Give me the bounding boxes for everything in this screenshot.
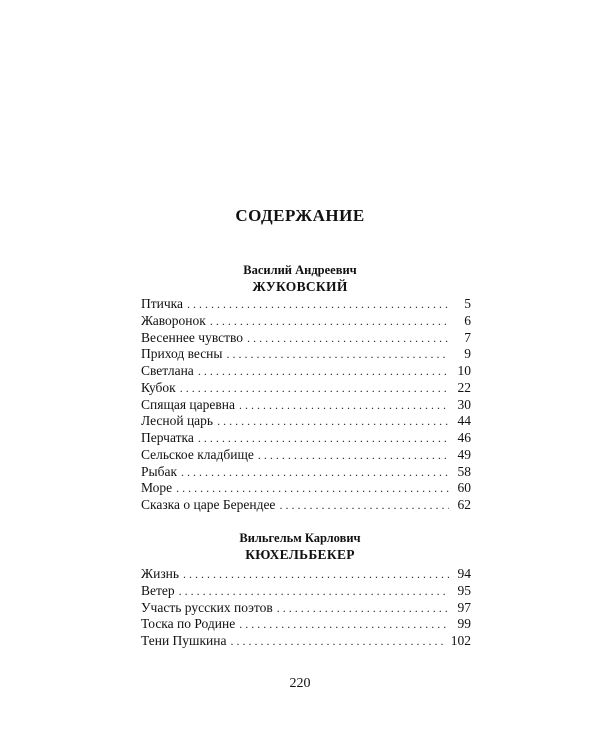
dot-leader — [258, 447, 449, 464]
toc-entry-title: Море — [141, 480, 173, 496]
toc-entry — [141, 363, 471, 380]
toc-entry-page: 30 — [457, 396, 471, 412]
dot-leader — [277, 600, 449, 617]
dot-leader — [198, 363, 449, 380]
page-number: 220 — [289, 676, 311, 691]
dot-leader — [217, 413, 449, 430]
toc-entry-title: Лесной царь — [141, 413, 214, 429]
toc-entry-page: 5 — [464, 296, 471, 311]
toc-entry-title: Птичка — [141, 296, 184, 311]
dot-leader — [239, 616, 449, 633]
toc-entry-title: Спящая царевна — [141, 396, 235, 412]
dot-leader — [183, 566, 449, 583]
toc-entry-title: Приход весны — [141, 346, 223, 362]
toc-entry — [141, 296, 471, 313]
dot-leader — [180, 380, 449, 397]
toc-entry-title: Сельское кладбище — [141, 446, 254, 462]
toc-entry-page: 62 — [457, 497, 471, 512]
toc-entry-title: Рыбак — [141, 463, 177, 479]
toc-list — [141, 566, 471, 650]
toc-entry — [141, 566, 471, 583]
toc-entry-page: 60 — [457, 480, 471, 496]
toc-entry-title: Светлана — [141, 363, 194, 378]
author-last-name: КЮХЕЛЬБЕКЕР — [245, 547, 355, 562]
toc-list — [141, 296, 471, 514]
dot-leader — [247, 330, 449, 347]
toc-entry — [141, 633, 471, 650]
toc-entry — [141, 447, 471, 464]
dot-leader — [179, 583, 449, 600]
toc-entry-title: Тоска по Родине — [141, 616, 236, 632]
toc-entry-title: Перчатка — [141, 430, 194, 445]
toc-entry — [141, 430, 471, 447]
toc-entry-page: 10 — [457, 363, 471, 378]
toc-entry — [141, 464, 471, 481]
toc-entry — [141, 413, 471, 430]
toc-entry — [141, 380, 471, 397]
dot-leader — [187, 296, 449, 313]
dot-leader — [210, 313, 449, 330]
toc-entry — [141, 480, 471, 497]
dot-leader — [230, 633, 446, 650]
toc-entry-title: Жизнь — [141, 566, 180, 581]
dot-leader — [198, 430, 449, 447]
toc-entry — [141, 330, 471, 347]
toc-entry-page: 95 — [457, 582, 471, 598]
toc-entry-page: 49 — [457, 446, 471, 462]
page-title: СОДЕРЖАНИЕ — [235, 206, 365, 225]
dot-leader — [181, 464, 449, 481]
toc-entry — [141, 313, 471, 330]
toc-entry-title: Ветер — [141, 582, 175, 598]
toc-entry-page: 6 — [464, 312, 471, 328]
toc-entry — [141, 346, 471, 363]
toc-entry-page: 102 — [450, 633, 471, 648]
toc-entry-page: 99 — [457, 616, 471, 632]
toc-entry-title: Тени Пушкина — [141, 633, 227, 648]
dot-leader — [239, 397, 449, 414]
toc-entry-title: Кубок — [141, 379, 176, 395]
author-first-name: Вильгельм Карлович — [239, 531, 361, 545]
toc-entry-page: 7 — [464, 329, 471, 345]
author-first-name: Василий Андреевич — [243, 263, 357, 277]
dot-leader — [279, 497, 449, 514]
toc-entry-page: 97 — [457, 599, 471, 615]
toc-entry — [141, 497, 471, 514]
toc-entry-page: 94 — [457, 566, 471, 581]
toc-entry-title: Весеннее чувство — [141, 329, 244, 345]
toc-entry-page: 46 — [457, 430, 471, 445]
dot-leader — [226, 346, 449, 363]
toc-entry-title: Участь русских поэтов — [141, 599, 273, 615]
toc-entry-title: Жаворонок — [141, 312, 206, 328]
toc-entry-title: Сказка о царе Берендее — [141, 497, 276, 512]
toc-entry-page: 58 — [457, 463, 471, 479]
toc-entry — [141, 583, 471, 600]
toc-entry-page: 44 — [457, 413, 471, 429]
dot-leader — [176, 480, 449, 497]
toc-entry — [141, 397, 471, 414]
toc-entry-page: 9 — [464, 346, 471, 362]
toc-entry-page: 22 — [457, 379, 471, 395]
toc-entry — [141, 600, 471, 617]
toc-entry — [141, 616, 471, 633]
author-last-name: ЖУКОВСКИЙ — [252, 279, 348, 294]
